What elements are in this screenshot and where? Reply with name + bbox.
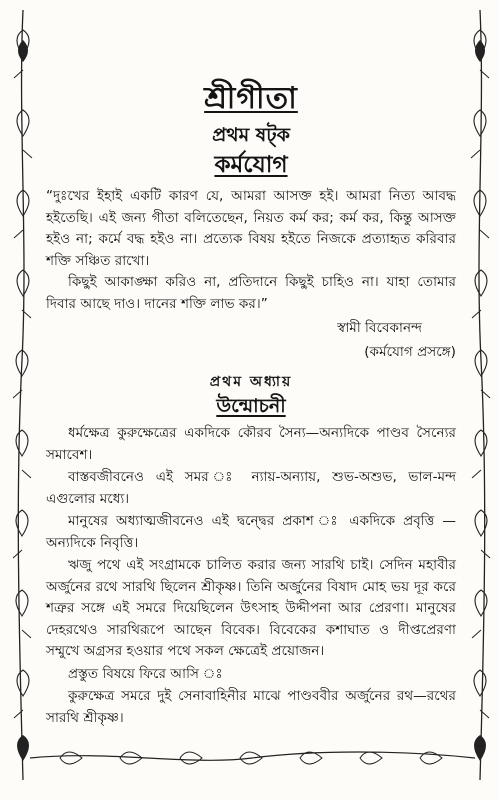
quote-paragraph-2: কিছুই আকাঙ্ক্ষা করিও না, প্রতিদানে কিছুই চাহিও না। যাহা তোমার দিবার আছে দাও। দানের শক্তি লাভ কর।” xyxy=(46,274,456,312)
page-subtitle: প্রথম ষট্‌ক xyxy=(212,124,290,146)
section-title: উন্মোচনী xyxy=(216,395,286,417)
body-paragraph: ঋজু পথে এই সংগ্রামকে চালিত করার জন্য সারথি চাই। সেদিন মহাবীর অর্জুনের রথে সারথি ছিলেন শ্রীকৃষ্ণ। তিনি অর্জুনের বিষাদ মোহ ভয় দূর করে শত্রুর সঙ্গে এই সমরে দিয়েছিলেন উৎসাহ উদ্দীপনা আর প্রেরণা। মানুষের দেহরথেও সারথিরূপে আছেন বিবেক। বিবেকের কশাঘাত ও দীপ্তপ্রেরণা সম্মুখে অগ্রসর হওয়ার পথে সকল ক্ষেত্রেই প্রয়োজন। xyxy=(46,557,456,659)
body-paragraph: কুরুক্ষেত্র সমরে দুই সেনাবাহিনীর মাঝে পাণ্ডববীর অর্জুনের রথ—রথের সারথি শ্রীকৃষ্ণ। xyxy=(46,688,456,726)
body-paragraph: বাস্তবজীবনেও এই সমর ঃ ন্যায়-অন্যায়, শুভ-অশুভ, ভাল-মন্দ এগুলোর মধ্যে। xyxy=(46,469,456,507)
body-paragraph: মানুষের অধ্যাত্মজীবনেও এই দ্বন্দ্বের প্রকাশ ঃ একদিকে প্রবৃত্তি — অন্যদিকে নিবৃত্তি। xyxy=(46,513,456,551)
body-paragraph: ধর্মক্ষেত্র কুরুক্ষেত্রের একদিকে কৌরব সৈন্য—অন্যদিকে পাণ্ডব সৈন্যের সমাবেশ। xyxy=(46,425,456,463)
body-paragraph: প্রস্তুত বিষয়ে ফিরে আসি ঃ xyxy=(68,665,223,682)
quote-source: (কর্মযোগ প্রসঙ্গে) xyxy=(364,344,456,360)
leaf-vine-border-right-icon xyxy=(465,0,495,800)
body-text xyxy=(46,423,456,729)
quote-paragraph-1: “দুঃখের ইহাই একটি কারণ যে, আমরা আসক্ত হই। আমরা নিত্য আবদ্ধ হইতেছি। এই জন্য গীতা বলিতেছেন, নিয়ত কর্ম কর; কর্ম কর, কিন্তু আসক্ত হইও না; কর্মে বদ্ধ হইও না। প্রত্যেক বিষয় হইতে নিজকে প্রত্যাহৃত করিবার শক্তি সঞ্চিত রাখো। xyxy=(46,188,456,269)
leaf-vine-border-bottom-icon xyxy=(30,738,475,778)
section-heading-karmayoga: কর্মযোগ xyxy=(214,152,288,178)
leaf-vine-border-left-icon xyxy=(8,0,38,800)
quote-author: স্বামী বিবেকানন্দ xyxy=(337,320,422,336)
chapter-label: প্রথম অধ্যায় xyxy=(209,374,293,390)
page-title: শ্রীগীতা xyxy=(204,81,298,116)
page-content xyxy=(46,80,456,729)
